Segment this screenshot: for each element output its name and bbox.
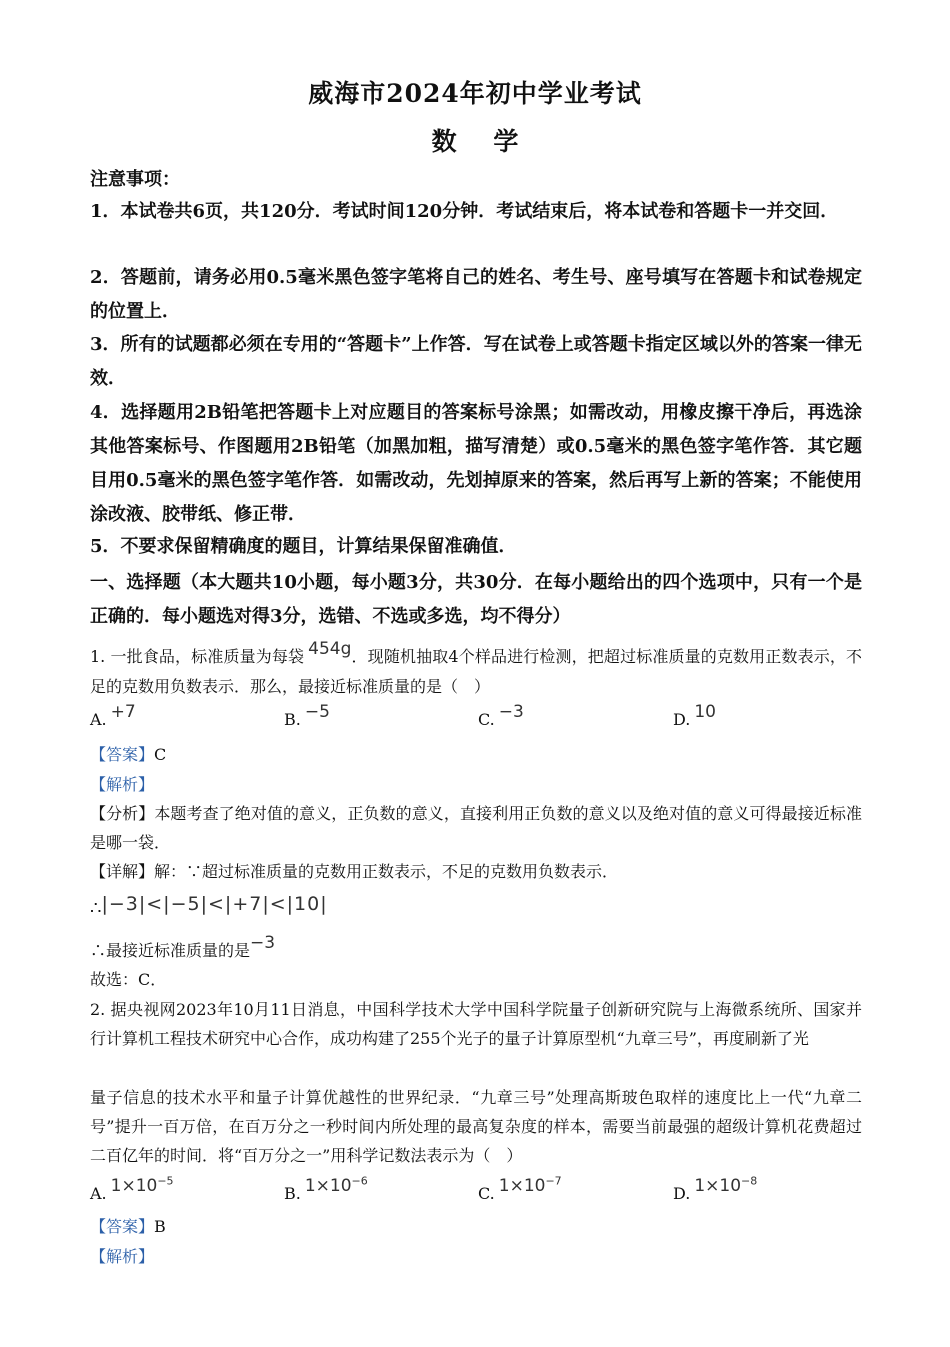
question-1-stem	[90, 639, 862, 701]
q2-option-d[interactable]: D. $1\times 10^{-8}$	[673, 1174, 758, 1203]
q1-text-a: 1. 一批食品，标准质量为每袋	[90, 647, 305, 666]
notice-item-3: 3．所有的试题都必须在专用的“答题卡”上作答．写在试卷上或答题卡指定区域以外的答案一律无效．	[90, 334, 862, 389]
q1-conclusion: ∴最接近标准质量的是−3	[90, 933, 276, 960]
q1-guxuan: 故选：C．	[90, 970, 167, 989]
q1-answer	[90, 740, 862, 769]
q1-text-b: ．现随机抽取4个样品进行检测，把超过标准质量的克数用正数表示，不足的克数用负数表示．那么，最接近标准质量的是（ ）	[90, 647, 862, 696]
q1-xiangjie: 【详解】解：∵超过标准质量的克数用正数表示，不足的克数用负数表示．	[90, 862, 619, 881]
q2-analysis-tag: 【解析】	[90, 1247, 155, 1266]
q1-fenxi: 【分析】本题考查了绝对值的意义，正负数的意义，直接利用正负数的意义以及绝对值的意义可得最接近标准是哪一袋．	[90, 804, 862, 852]
exam-title: 威海市2024年初中学业考试	[308, 79, 642, 108]
subject-title: 数 学	[431, 127, 533, 156]
q1-inequality: ∴|−3|<|−5|<|+7|<|10|	[90, 893, 328, 919]
answer-tag: 【答案】	[90, 745, 155, 764]
question-2-stem-a: 2. 据央视网2023年10月11日消息，中国科学技术大学中国科学院量子创新研究院与上海微系统所、国家并行计算机工程技术研究中心合作，成功构建了255个光子的量子计算原型机“九章三号”，再度刷新了光	[90, 1000, 862, 1048]
notice-item-5: 5．不要求保留精确度的题目，计算结果保留准确值．	[90, 536, 517, 557]
notice-item-1: 1．本试卷共6页，共120分．考试时间120分钟．考试结束后，将本试卷和答题卡一并交回．	[90, 201, 839, 222]
q1-analysis-tag: 【解析】	[90, 775, 155, 794]
answer-value: C	[154, 745, 167, 764]
q1-mass: 454g	[308, 639, 352, 659]
section-heading: 一、选择题（本大题共10小题，每小题3分，共30分．在每小题给出的四个选项中，只有一个是正确的．每小题选对得3分，选错、不选或多选，均不得分）	[90, 572, 862, 627]
question-1-options	[90, 702, 862, 740]
question-2-stem-b: 量子信息的技术水平和量子计算优越性的世界纪录．“九章三号”处理高斯玻色取样的速度比上一代“九章二号”提升一百万倍，在百万分之一秒时间内所处理的最高复杂度的样本，需要当前最强的超级计算机花费超过二百亿年的时间．将“百万分之一”用科学记数法表示为（ ）	[90, 1088, 862, 1165]
q2-option-b[interactable]: B. $1\times 10^{-6}$	[284, 1174, 368, 1203]
q1-option-a[interactable]: A. +7	[90, 702, 136, 729]
q2-option-a[interactable]: A. $1\times 10^{-5}$	[90, 1174, 174, 1203]
q1-option-c[interactable]: C. −3	[478, 702, 524, 729]
q1-option-d[interactable]: D. 10	[673, 702, 716, 729]
question-2-options	[90, 1174, 862, 1212]
q2-option-c[interactable]: C. $1\times 10^{-7}$	[478, 1174, 562, 1203]
q2-answer: 【答案】B	[90, 1217, 166, 1236]
abs-value-inequality: |−3|<|−5|<|+7|<|10|	[101, 893, 328, 915]
notice-heading: 注意事项：	[90, 169, 180, 190]
notice-item-2: 2．答题前，请务必用0.5毫米黑色签字笔将自己的姓名、考生号、座号填写在答题卡和试卷规定的位置上．	[90, 267, 862, 322]
notice-item-4: 4．选择题用2B铅笔把答题卡上对应题目的答案标号涂黑；如需改动，用橡皮擦干净后，再选涂其他答案标号、作图题用2B铅笔（加黑加粗，描写清楚）或0.5毫米的黑色签字笔作答．其它题目用0.5毫米的黑色签字笔作答．如需改动，先划掉原来的答案，然后再写上新的答案；不能使用涂改液、胶带纸、修正带．	[90, 402, 862, 525]
q1-option-b[interactable]: B. −5	[284, 702, 330, 729]
